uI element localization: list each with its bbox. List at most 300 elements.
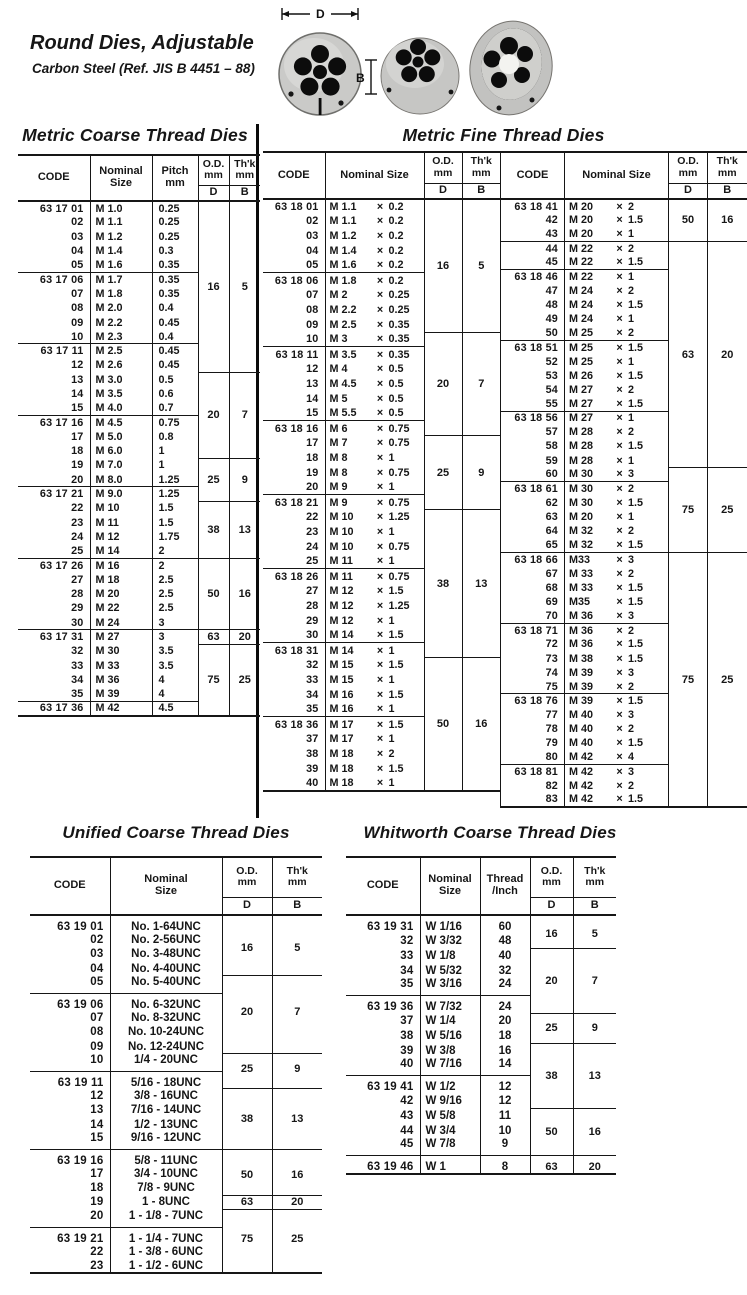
cell-nominal-size: M 30 × 2 <box>565 482 669 496</box>
cell-threads-per-inch: 60 <box>480 915 530 933</box>
cell-code: 63 19 21 <box>30 1227 110 1245</box>
cell-nominal-size: M 3.0 <box>90 373 152 387</box>
cell-code: 20 <box>90 1209 104 1222</box>
cell-code: 63 17 31 <box>18 630 90 644</box>
thk-value: 16 <box>229 558 260 629</box>
thk-value: 20 <box>708 241 747 467</box>
cell-nominal-size: M 38 × 1.5 <box>565 652 669 666</box>
cell-pitch: 4 <box>152 687 198 701</box>
header-nominal-size: Nominal Size <box>110 857 222 915</box>
thk-value: 25 <box>708 553 747 808</box>
cell-nominal-size: M 40 × 3 <box>565 708 669 722</box>
table-row <box>501 199 747 213</box>
cell-code: 18 <box>71 445 84 458</box>
cell-code: 73 <box>545 652 558 665</box>
cell-nominal-size: M 20 × 1.5 <box>565 213 669 227</box>
cell-nominal-size: M33 × 3 <box>565 553 669 567</box>
cell-nominal-size: M 27 × 2 <box>565 383 669 397</box>
cell-code: 75 <box>545 680 558 693</box>
table-row <box>263 658 500 673</box>
thk-value: 9 <box>462 436 500 510</box>
cell-nominal-size: No. 4-40UNC <box>110 962 222 976</box>
header-thk: Th'k mm <box>462 152 500 183</box>
cell-code: 02 <box>71 216 84 229</box>
cell-code: 07 <box>90 1012 104 1025</box>
cell-code: 77 <box>545 709 558 722</box>
header-nominal-size: Nominal Size <box>565 152 669 199</box>
od-value: 63 <box>222 1195 272 1209</box>
cell-code: 63 <box>545 511 558 524</box>
cell-nominal-size: W 7/8 <box>420 1138 480 1156</box>
cell-code: 32 <box>306 659 319 672</box>
cell-nominal-size: 1 - 1/8 - 7UNC <box>110 1210 222 1228</box>
whitworth-title: Whitworth Coarse Thread Dies <box>363 823 617 842</box>
cell-code: 38 <box>306 747 319 760</box>
cell-code: 45 <box>545 256 558 269</box>
cell-threads-per-inch: 32 <box>480 963 530 978</box>
cell-pitch: 0.45 <box>152 344 198 358</box>
cell-nominal-size: M 20 × 1 <box>565 510 669 524</box>
cell-nominal-size: 1/4 - 20UNC <box>110 1054 222 1072</box>
cell-nominal-size: M 30 × 1.5 <box>565 496 669 510</box>
cell-nominal-size: M 2.5 <box>90 344 152 358</box>
cell-pitch: 3 <box>152 630 198 644</box>
cell-nominal-size: M 1.8 <box>90 287 152 301</box>
cell-nominal-size: 7/16 - 14UNC <box>110 1103 222 1117</box>
cell-nominal-size: M 36 × 2 <box>565 623 669 637</box>
cell-pitch: 1 <box>152 444 198 458</box>
cell-nominal-size: M 22 × 1 <box>565 270 669 284</box>
od-value: 50 <box>424 658 462 791</box>
cell-nominal-size: M 8.0 <box>90 473 152 487</box>
cell-nominal-size: 5/16 - 18UNC <box>110 1071 222 1089</box>
cell-nominal-size: M 39 × 1.5 <box>565 694 669 708</box>
cell-threads-per-inch: 14 <box>480 1058 530 1076</box>
header-thk: Th'k mm <box>229 155 260 185</box>
cell-threads-per-inch: 12 <box>480 1076 530 1094</box>
cell-pitch: 0.25 <box>152 215 198 229</box>
table-row <box>346 1043 616 1058</box>
cell-pitch: 0.25 <box>152 230 198 244</box>
cell-pitch: 4.5 <box>152 701 198 715</box>
cell-code: 63 19 41 <box>346 1076 420 1094</box>
table-row <box>346 1108 616 1123</box>
cell-nominal-size: M 6.0 <box>90 444 152 458</box>
thk-value: 5 <box>462 199 500 332</box>
header-thk-sub: B <box>573 897 616 915</box>
cell-nominal-size: M 24 × 1 <box>565 312 669 326</box>
thk-value: 5 <box>573 915 616 948</box>
cell-code: 63 19 16 <box>30 1149 110 1167</box>
od-value: 20 <box>424 332 462 436</box>
table-row <box>263 199 500 214</box>
header-code: CODE <box>263 152 325 199</box>
cell-nominal-size: M 11 × 1 <box>325 554 424 569</box>
cell-code: 63 18 46 <box>501 270 565 284</box>
table-row <box>18 558 260 572</box>
cell-code: 39 <box>400 1044 414 1057</box>
cell-code: 63 17 01 <box>18 201 90 215</box>
cell-code: 15 <box>90 1131 104 1144</box>
cell-nominal-size: M 3.5 <box>90 387 152 401</box>
cell-pitch: 0.5 <box>152 373 198 387</box>
cell-nominal-size: M 22 × 2 <box>565 241 669 255</box>
cell-nominal-size: M 30 × 3 <box>565 468 669 482</box>
od-value: 38 <box>424 510 462 658</box>
cell-code: 17 <box>306 437 319 450</box>
header-nominal-size: Nominal Size <box>420 857 480 915</box>
table-row <box>501 553 747 567</box>
cell-code: 19 <box>90 1196 104 1209</box>
cell-code: 63 18 81 <box>501 765 565 779</box>
cell-pitch: 0.6 <box>152 387 198 401</box>
cell-code: 63 17 36 <box>18 701 90 715</box>
cell-nominal-size: M 12 × 1 <box>325 613 424 628</box>
cell-code: 50 <box>545 327 558 340</box>
cell-nominal-size: M 28 × 1 <box>565 454 669 468</box>
cell-nominal-size: M 15 × 1.5 <box>325 658 424 673</box>
cell-code: 05 <box>71 259 84 272</box>
cell-nominal-size: M 1.4 <box>90 244 152 258</box>
table-row <box>263 510 500 525</box>
cell-code: 57 <box>545 426 558 439</box>
cell-nominal-size: M 18 <box>90 573 152 587</box>
cell-nominal-size: 3/8 - 16UNC <box>110 1089 222 1103</box>
table-row <box>263 332 500 347</box>
cell-code: 03 <box>71 230 84 243</box>
od-value: 38 <box>530 1043 573 1108</box>
cell-code: 35 <box>71 687 84 700</box>
cell-nominal-size: 1 - 8UNC <box>110 1195 222 1209</box>
table-row <box>30 1089 322 1103</box>
header-code: CODE <box>30 857 110 915</box>
cell-nominal-size: M 4.0 <box>90 401 152 415</box>
cell-code: 63 18 16 <box>263 421 325 436</box>
od-value: 50 <box>530 1108 573 1156</box>
cell-nominal-size: M 1.1 <box>90 215 152 229</box>
cell-nominal-size: M 1.7 <box>90 272 152 286</box>
metric-fine-table-left <box>263 151 500 792</box>
thk-value: 25 <box>708 468 747 553</box>
cell-nominal-size: M 15 × 1 <box>325 673 424 688</box>
cell-nominal-size: M 1.8 × 0.2 <box>325 273 424 288</box>
cell-nominal-size: M 39 × 3 <box>565 666 669 680</box>
cell-nominal-size: M 1.6 <box>90 258 152 272</box>
header-od: O.D. mm <box>424 152 462 183</box>
cell-code: 39 <box>306 762 319 775</box>
cell-code: 63 18 76 <box>501 694 565 708</box>
header-od-sub: D <box>198 185 229 201</box>
od-value: 16 <box>530 915 573 948</box>
cell-code: 10 <box>306 333 319 346</box>
header-thk-sub: B <box>272 897 322 915</box>
cell-pitch: 3 <box>152 616 198 630</box>
cell-pitch: 2.5 <box>152 601 198 615</box>
cell-nominal-size: M 40 × 2 <box>565 722 669 736</box>
cell-pitch: 2 <box>152 544 198 558</box>
cell-code: 22 <box>90 1245 104 1258</box>
cell-nominal-size: W 5/32 <box>420 963 480 978</box>
cell-nominal-size: W 3/32 <box>420 933 480 948</box>
cell-pitch: 0.7 <box>152 401 198 415</box>
cell-threads-per-inch: 9 <box>480 1138 530 1156</box>
cell-code: 25 <box>71 545 84 558</box>
cell-nominal-size: M 17 × 1 <box>325 732 424 747</box>
thk-value: 5 <box>229 201 260 373</box>
cell-code: 05 <box>90 975 104 988</box>
od-value: 20 <box>198 373 229 459</box>
cell-nominal-size: M 33 <box>90 659 152 673</box>
unified-table <box>30 856 322 1274</box>
thk-value: 9 <box>573 1013 616 1043</box>
thk-value: 7 <box>462 332 500 436</box>
cell-code: 74 <box>545 666 558 679</box>
header-od-sub: D <box>222 897 272 915</box>
cell-nominal-size: M 9 × 1 <box>325 480 424 495</box>
cell-code: 29 <box>71 602 84 615</box>
cell-nominal-size: W 1/2 <box>420 1076 480 1094</box>
od-value: 25 <box>222 1054 272 1089</box>
cell-code: 18 <box>306 451 319 464</box>
cell-nominal-size: M 4 × 0.5 <box>325 362 424 377</box>
cell-code: 08 <box>306 303 319 316</box>
cell-code: 38 <box>400 1029 414 1042</box>
cell-nominal-size: No. 3-48UNC <box>110 947 222 961</box>
cell-code: 63 18 56 <box>501 411 565 425</box>
cell-code: 20 <box>306 481 319 494</box>
cell-nominal-size: M 8 × 1 <box>325 451 424 466</box>
cell-nominal-size: 1/2 - 13UNC <box>110 1117 222 1131</box>
thk-value: 9 <box>272 1054 322 1089</box>
cell-code: 65 <box>545 539 558 552</box>
cell-pitch: 0.4 <box>152 330 198 344</box>
cell-code: 80 <box>545 751 558 764</box>
cell-code: 32 <box>71 645 84 658</box>
cell-code: 30 <box>71 616 84 629</box>
cell-code: 34 <box>71 673 84 686</box>
cell-nominal-size: M 42 <box>90 701 152 715</box>
cell-nominal-size: M 24 × 2 <box>565 284 669 298</box>
cell-nominal-size: W 1/4 <box>420 1013 480 1028</box>
cell-nominal-size: No. 10-24UNC <box>110 1025 222 1039</box>
cell-nominal-size: M 25 × 1.5 <box>565 340 669 354</box>
cell-code: 22 <box>71 502 84 515</box>
cell-code: 70 <box>545 609 558 622</box>
cell-code: 14 <box>90 1118 104 1131</box>
unified-title: Unified Coarse Thread Dies <box>62 823 290 842</box>
od-value: 75 <box>198 644 229 715</box>
cell-code: 63 18 51 <box>501 340 565 354</box>
cell-nominal-size: M 2.0 <box>90 301 152 315</box>
cell-pitch: 3.5 <box>152 644 198 658</box>
thk-value: 9 <box>229 458 260 501</box>
cell-nominal-size: M 14 × 1.5 <box>325 628 424 643</box>
cell-code: 23 <box>306 525 319 538</box>
od-value: 16 <box>198 201 229 373</box>
cell-code: 32 <box>400 934 414 947</box>
cell-code: 69 <box>545 596 558 608</box>
header-od-sub: D <box>424 183 462 199</box>
cell-code: 27 <box>306 585 319 598</box>
table-row <box>30 915 322 933</box>
cell-threads-per-inch: 24 <box>480 996 530 1014</box>
cell-nominal-size: M 28 × 1.5 <box>565 439 669 453</box>
thk-value: 7 <box>573 948 616 1013</box>
cell-nominal-size: M 8 × 0.75 <box>325 465 424 480</box>
header-od-sub: D <box>669 183 708 199</box>
dim-b-label: B <box>356 71 365 85</box>
cell-pitch: 1.5 <box>152 516 198 530</box>
cell-nominal-size: M 1.1 × 0.2 <box>325 214 424 229</box>
cell-nominal-size: M 14 × 1 <box>325 643 424 658</box>
cell-nominal-size: M 7.0 <box>90 458 152 472</box>
metric-fine-title: Metric Fine Thread Dies <box>402 125 605 145</box>
header-thk-sub: B <box>229 185 260 201</box>
cell-nominal-size: W 7/32 <box>420 996 480 1014</box>
od-value: 50 <box>198 558 229 629</box>
cell-nominal-size: M 1.2 <box>90 230 152 244</box>
cell-code: 64 <box>545 525 558 538</box>
cell-nominal-size: M 1.2 × 0.2 <box>325 229 424 244</box>
metric-coarse-table <box>18 154 260 717</box>
cell-nominal-size: M 22 <box>90 601 152 615</box>
od-value: 38 <box>198 501 229 558</box>
cell-code: 07 <box>71 287 84 300</box>
table-row <box>30 976 322 994</box>
cell-code: 48 <box>545 299 558 312</box>
cell-nominal-size: M 27 <box>90 630 152 644</box>
cell-code: 72 <box>545 638 558 651</box>
table-row <box>18 501 260 515</box>
table-row <box>30 1210 322 1228</box>
die-side-view <box>381 38 459 114</box>
cell-code: 63 17 21 <box>18 487 90 501</box>
header-nominal-size: Nominal Size <box>90 155 152 201</box>
cell-nominal-size: M 2.3 <box>90 330 152 344</box>
cell-code: 33 <box>400 949 414 962</box>
table-row <box>18 373 260 387</box>
cell-threads-per-inch: 18 <box>480 1028 530 1043</box>
cell-nominal-size: M 2 × 0.25 <box>325 288 424 303</box>
od-value: 38 <box>222 1089 272 1149</box>
cell-code: 15 <box>306 407 319 420</box>
cell-pitch: 0.35 <box>152 272 198 286</box>
cell-nominal-size: M 20 × 1 <box>565 227 669 241</box>
header-od: O.D. mm <box>669 152 708 183</box>
cell-code: 63 19 36 <box>346 996 420 1014</box>
header-thk: Th'k mm <box>708 152 747 183</box>
cell-nominal-size: M 1.4 × 0.2 <box>325 243 424 258</box>
cell-nominal-size: M 10 × 1.25 <box>325 510 424 525</box>
cell-nominal-size: M 22 × 1.5 <box>565 256 669 270</box>
header-thk: Th'k mm <box>272 857 322 897</box>
cell-code: 19 <box>306 466 319 479</box>
cell-code: 13 <box>90 1104 104 1117</box>
cell-nominal-size: M 25 × 2 <box>565 326 669 340</box>
cell-nominal-size: M 42 × 3 <box>565 765 669 779</box>
header-code: CODE <box>501 152 565 199</box>
cell-nominal-size: W 3/8 <box>420 1043 480 1058</box>
cell-code: 29 <box>306 614 319 627</box>
table-row <box>18 644 260 658</box>
cell-code: 63 18 06 <box>263 273 325 288</box>
whitworth-table <box>346 856 616 1175</box>
cell-threads-per-inch: 10 <box>480 1123 530 1138</box>
cell-code: 42 <box>545 214 558 227</box>
cell-nominal-size: M 26 × 1.5 <box>565 369 669 383</box>
cell-code: 63 18 31 <box>263 643 325 658</box>
cell-nominal-size: M35 × 1.5 <box>565 595 669 609</box>
header-thk-sub: B <box>708 183 747 199</box>
od-value: 25 <box>198 458 229 501</box>
cell-pitch: 0.25 <box>152 201 198 215</box>
cell-nominal-size: M 18 × 1 <box>325 776 424 791</box>
table-row <box>346 948 616 963</box>
cell-code: 63 19 06 <box>30 993 110 1011</box>
cell-code: 34 <box>400 964 414 977</box>
cell-code: 33 <box>306 673 319 686</box>
cell-pitch: 0.3 <box>152 244 198 258</box>
cell-nominal-size: 1 - 3/8 - 6UNC <box>110 1245 222 1259</box>
thk-value: 20 <box>573 1156 616 1175</box>
od-value: 20 <box>530 948 573 1013</box>
thk-value: 13 <box>272 1089 322 1149</box>
cell-nominal-size: W 1 <box>420 1156 480 1175</box>
od-value: 63 <box>530 1156 573 1175</box>
table-row <box>346 915 616 933</box>
header-od-sub: D <box>530 897 573 915</box>
cell-nominal-size: M 4.5 <box>90 415 152 429</box>
cell-pitch: 0.8 <box>152 430 198 444</box>
cell-nominal-size: 9/16 - 12UNC <box>110 1132 222 1150</box>
cell-nominal-size: M 3.5 × 0.35 <box>325 347 424 362</box>
cell-nominal-size: M 12 × 1.25 <box>325 599 424 614</box>
cell-code: 82 <box>545 779 558 792</box>
cell-nominal-size: M 42 × 2 <box>565 779 669 793</box>
cell-code: 22 <box>306 511 319 524</box>
cell-nominal-size: M 2.6 <box>90 358 152 372</box>
table-row <box>30 1054 322 1072</box>
cell-code: 78 <box>545 723 558 736</box>
cell-code: 63 17 16 <box>18 415 90 429</box>
cell-nominal-size: W 3/4 <box>420 1123 480 1138</box>
cell-nominal-size: M 39 × 2 <box>565 680 669 694</box>
cell-code: 63 18 61 <box>501 482 565 496</box>
table-row <box>501 241 747 255</box>
page-subtitle: Carbon Steel (Ref. JIS B 4451 – 88) <box>32 61 255 76</box>
cell-code: 09 <box>71 316 84 329</box>
cell-nominal-size: 3/4 - 10UNC <box>110 1167 222 1181</box>
header-pitch: Pitch mm <box>152 155 198 201</box>
cell-nominal-size: 5/8 - 11UNC <box>110 1149 222 1167</box>
cell-code: 12 <box>71 359 84 372</box>
cell-nominal-size: M 39 <box>90 687 152 701</box>
round-dies-photo <box>268 2 568 120</box>
cell-code: 60 <box>545 468 558 481</box>
table-row <box>18 458 260 472</box>
cell-nominal-size: 7/8 - 9UNC <box>110 1181 222 1195</box>
cell-nominal-size: M 11 × 0.75 <box>325 569 424 584</box>
cell-code: 35 <box>400 978 414 990</box>
cell-nominal-size: No. 12-24UNC <box>110 1039 222 1053</box>
metric-coarse-title: Metric Coarse Thread Dies <box>22 125 248 145</box>
cell-nominal-size: M 5.0 <box>90 430 152 444</box>
cell-code: 42 <box>400 1094 414 1107</box>
cell-code: 17 <box>71 430 84 443</box>
cell-code: 14 <box>71 388 84 400</box>
od-value: 75 <box>669 553 708 808</box>
cell-nominal-size: M 2.2 × 0.25 <box>325 303 424 318</box>
